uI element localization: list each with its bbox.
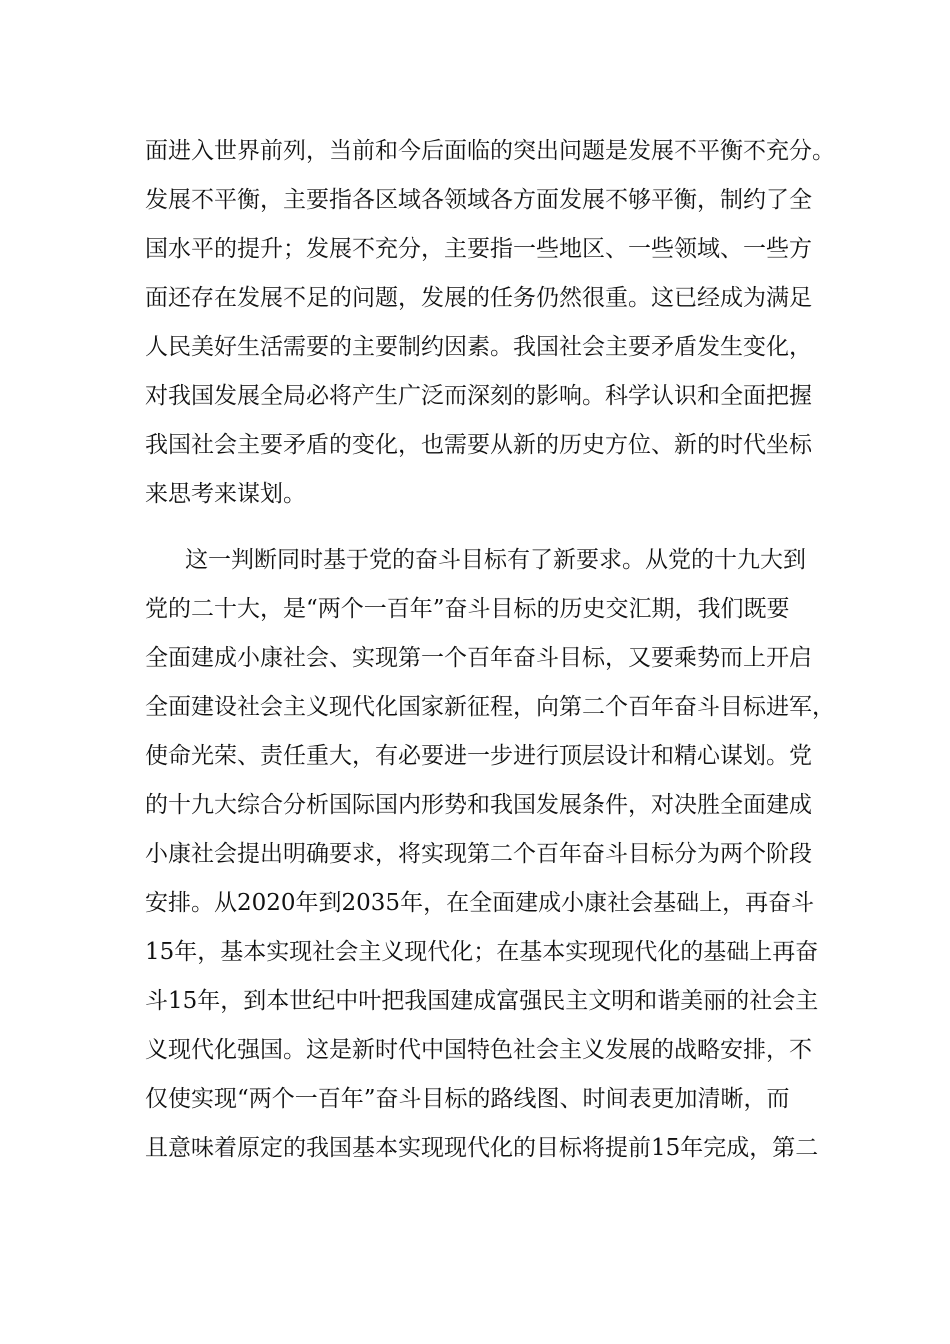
text-line: 使命光荣、责任重大，有必要进一步进行顶层设计和精心谋划。党 [145, 743, 812, 769]
text-line: 人民美好生活需要的主要制约因素。我国社会主要矛盾发生变化， [145, 334, 812, 360]
text-line: 对我国发展全局必将产生广泛而深刻的影响。科学认识和全面把握 [145, 383, 812, 409]
text-line: 党的二十大，是“两个一百年”奋斗目标的历史交汇期，我们既要 [145, 596, 790, 622]
text-line: 国水平的提升；发展不充分，主要指一些地区、一些领域、一些方 [145, 236, 812, 262]
text-line: 仅使实现“两个一百年”奋斗目标的路线图、时间表更加清晰，而 [145, 1086, 790, 1112]
text-line: 全面建设社会主义现代化国家新征程，向第二个百年奋斗目标进军， [145, 694, 835, 720]
paragraph-2 [145, 536, 835, 1173]
text-line: 这一判断同时基于党的奋斗目标有了新要求。从党的十九大到 [185, 547, 806, 573]
text-line: 面进入世界前列，当前和今后面临的突出问题是发展不平衡不充分。 [145, 138, 835, 164]
text-line: 的十九大综合分析国际国内形势和我国发展条件，对决胜全面建成 [145, 792, 812, 818]
text-line: 小康社会提出明确要求，将实现第二个百年奋斗目标分为两个阶段 [145, 841, 812, 867]
text-line: 全面建成小康社会、实现第一个百年奋斗目标，又要乘势而上开启 [145, 645, 812, 671]
text-line: 来思考来谋划。 [145, 481, 306, 507]
text-line: 我国社会主要矛盾的变化，也需要从新的历史方位、新的时代坐标 [145, 432, 812, 458]
text-line: 且意味着原定的我国基本实现现代化的目标将提前15年完成，第二 [145, 1135, 819, 1161]
text-line: 义现代化强国。这是新时代中国特色社会主义发展的战略安排，不 [145, 1037, 812, 1063]
paragraph-1 [145, 127, 835, 519]
text-line: 面还存在发展不足的问题，发展的任务仍然很重。这已经成为满足 [145, 285, 812, 311]
text-line: 发展不平衡，主要指各区域各领域各方面发展不够平衡，制约了全 [145, 187, 812, 213]
text-line: 15年，基本实现社会主义现代化；在基本实现现代化的基础上再奋 [145, 939, 819, 965]
text-line: 斗15年，到本世纪中叶把我国建成富强民主文明和谐美丽的社会主 [145, 988, 819, 1014]
text-line: 安排。从2020年到2035年，在全面建成小康社会基础上，再奋斗 [145, 890, 815, 916]
